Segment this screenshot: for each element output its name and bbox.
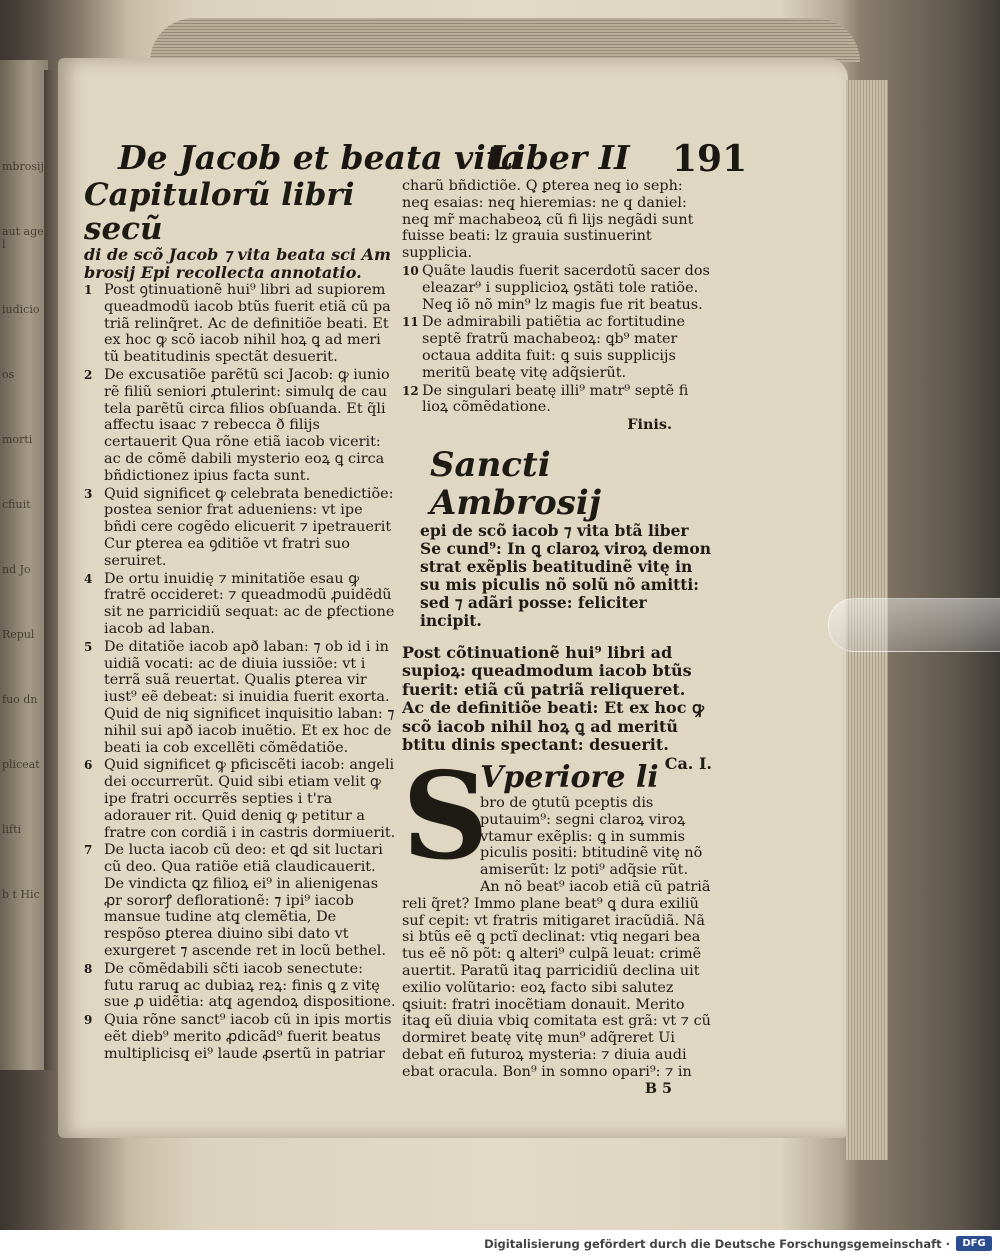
book-title: Sancti Ambrosij bbox=[430, 444, 602, 523]
chapter-entry bbox=[84, 1012, 396, 1062]
left-column bbox=[84, 178, 396, 1064]
previous-page-fragment: aut agel bbox=[2, 225, 44, 251]
chapter-body bbox=[402, 745, 712, 1081]
entry-number: 8 bbox=[84, 961, 93, 976]
chapter-entry bbox=[402, 314, 712, 381]
entry-text: De ditatiõe iacob apð laban: ⁊ ob id i in uidiã vocati: ac de diuia iussiõe: vt i terrã suã reuertat. Qualis ꝑterea vir iust⁹ eẽ debeat: si inuidia fuerit exorta. Quid de niq̧ significet inquisitio laban: ⁊ nihil sui apð iacob inuẽtio. Et ex hoc de beati ia cob excellẽti cõmẽdatiõe. bbox=[104, 638, 395, 756]
chapter-entry bbox=[84, 757, 396, 841]
entry-number: 9 bbox=[84, 1013, 93, 1028]
chapter-list bbox=[84, 282, 396, 1063]
entry-number: 2 bbox=[84, 367, 93, 382]
previous-page-fragment: cfiuit bbox=[2, 498, 31, 511]
entry-number: 10 bbox=[402, 263, 419, 278]
chapter-label: Ca. I. bbox=[664, 753, 712, 773]
previous-page-text bbox=[2, 160, 46, 953]
chapter-heading: Capitulorũ libri secũ bbox=[84, 177, 355, 247]
previous-page-fragment: b t Hic bbox=[2, 888, 40, 901]
signature-mark: B 5 bbox=[644, 1079, 672, 1097]
previous-page-fragment: mbrosij bbox=[2, 160, 44, 173]
previous-page-fragment: morti bbox=[2, 433, 33, 446]
right-column bbox=[402, 178, 712, 1097]
chapter-entry bbox=[402, 383, 712, 417]
chapter-entry bbox=[84, 367, 396, 485]
entry-text: Quia rõne sanct⁹ iacob cũ in ipis mortis eẽt dieb⁹ merito ꝓdicãd⁹ fuerit beatus multiplicisq̧ ei⁹ laude ꝓsertũ in patriar bbox=[104, 1012, 392, 1062]
summary-text: Post cõtinuationẽ hui⁹ libri ad supioꝝ: queadmodum iacob btũs fuerit: etiã cũ patriã reliqueret. Ac de definitiõe beati: Et ex hoc ꝙ scõ iacob nihil hoꝝ ꝗ ad meritũ btitu dinis spectant: desuerit. bbox=[402, 642, 705, 755]
chapter-entry bbox=[84, 571, 396, 638]
entry-text: De excusatiõe parẽtũ sci Jacob: ꝙ iunio rẽ filiũ seniori ꝓtulerint: simulq̧ de cau tela parẽtũ circa filios obſuanda. Et q̃li affectu isaac ⁊ rebecca ð filijs certauerit Qua rõne etiã iacob vicerit: ac de cõmẽ dabili mysterio eoꝝ ꝗ circa bñdictionez ipius facta sunt. bbox=[104, 366, 390, 484]
previous-page-fragment: nd Jo bbox=[2, 563, 31, 576]
entry-text: Quãte laudis fuerit sacerdotũ sacer dos eleazar⁹ i supplicioꝝ ꝯstãti tole ratiõe. Neq̧ iõ nõ min⁹ lz magis fue rit beatus. bbox=[422, 262, 710, 313]
page-holder-clip bbox=[828, 598, 1000, 652]
entry-number: 5 bbox=[84, 639, 93, 654]
folio-number: 191 bbox=[672, 138, 748, 180]
entry-text: De cõmẽdabili sc̃ti iacob senectute: futu raruq̧ ac dubiaꝝ reꝝ: finis ꝗ z vitę sue ꝓ uidẽtia: atq̧ agendoꝝ dispositione. bbox=[104, 960, 396, 1011]
previous-page bbox=[0, 60, 48, 1070]
entry-number: 7 bbox=[84, 843, 93, 858]
chapter-entry bbox=[84, 282, 396, 366]
entry-number: 11 bbox=[402, 315, 419, 330]
funding-credit: Digitalisierung gefördert durch die Deutsche Forschungsgemeinschaft · bbox=[484, 1237, 950, 1251]
entry-number: 12 bbox=[402, 383, 419, 398]
previous-page-fragment: os bbox=[2, 368, 15, 381]
entry-text: De singulari beatę illi⁹ matr⁹ septẽ fi lioꝝ cõmẽdatione. bbox=[422, 382, 689, 416]
dfg-logo: DFG bbox=[956, 1236, 992, 1251]
entry-number: 3 bbox=[84, 486, 93, 501]
chapter-entry bbox=[84, 961, 396, 1011]
opening-words: Vperiore li bbox=[480, 759, 659, 795]
previous-page-fragment: lifti bbox=[2, 823, 22, 836]
page-top-edge bbox=[150, 18, 860, 62]
entry-text: Quid significet ꝙ celebrata benedictiõe: postea senior frat adueniens: vt ipe bñdi cere cogẽdo elicuerit ⁊ ipetrauerit Cur ꝑterea ea ꝯditiõe vt fratri suo seruiret. bbox=[104, 485, 394, 569]
previous-page-fragment: pliceat bbox=[2, 758, 40, 771]
entry-number: 6 bbox=[84, 758, 93, 773]
chapter-subheading: di de scõ Jacob ⁊ vita beata sci Am brosij Epi recollecta annotatio. bbox=[84, 245, 391, 282]
chapter-entry bbox=[84, 486, 396, 570]
finis-mark: Finis. bbox=[627, 416, 672, 434]
chapter-entry bbox=[84, 842, 396, 960]
chapter-entry bbox=[402, 263, 712, 313]
entry-text: Quid significet ꝙ pficiscẽti iacob: angeli dei occurrerũt. Quid sibi etiam velit ꝙ ipe fratri occurrẽs septies i t'ra adorauer rit. Quid deniq̧ ꝙ petitur a fratre con cordiã i in castris dormiuerit. bbox=[104, 757, 396, 841]
entry-number: 4 bbox=[84, 571, 93, 586]
body-text: bro de ꝯtutũ pceptis dis putauim⁹: segni claroꝝ viroꝝ vtamur exẽplis: ꝗ in summis piculis positi: btitudinẽ vitę nõ amiserũt: lz poti⁹ adq̃sie rũt. An nõ beat⁹ iacob etiã cũ patriã reli q̃ret? Immo plane beat⁹ ꝗ dura exiliũ suf cepit: vt fratris mitigaret iracũdiã. Nã si btũs eẽ ꝗ pctĩ declinat: vtiq̧ negari bea tus eẽ nõ põt: ꝗ alteri⁹ culpã leuat: crimẽ auertit. Paratũ itaq̧ parricidiũ declina uit exilio volũtario: eoꝝ facto sibi salutez ꝗsiuit: fratri inocẽtiam donauit. Merito itaq̧ eũ diuia vbiq̧ comitata est grã: vt ⁊ cũ dormiret beatę vitę mun⁹ adq̃reret Ui debat eñ futuroꝝ mysteria: ⁊ diuia audi ebat oracula. Bon⁹ in somno opari⁹: ⁊ in bbox=[402, 794, 711, 1080]
chapter-summary bbox=[402, 642, 712, 773]
entry-text: De lucta iacob cũ deo: et ꝗd sit luctari cũ deo. Qua ratiõe etiã claudicauerit. De vindicta ꝗz filioꝝ ei⁹ in alienigenas ꝓr sororꝭ deflorationẽ: ⁊ ipi⁹ iacob mansue tudine atq̧ clemẽtia, De respõso ꝑterea diuino sibi dato vt exurgeret ⁊ ascende ret in locũ bethel. bbox=[104, 842, 386, 960]
book-number: Liber II bbox=[490, 138, 630, 177]
chapter-entry bbox=[84, 639, 396, 757]
previous-page-fragment: iudicio bbox=[2, 303, 40, 316]
entry-text: De ortu inuidię ⁊ minitatiõe esau ꝙ fratrẽ occideret: ⁊ queadmodũ ꝓuidẽdũ sit ne parricidiũ sequat: ac de ꝑfectione iacob ad laban. bbox=[104, 570, 395, 637]
running-title: De Jacob et beata vita bbox=[118, 138, 523, 177]
previous-page-fragment: fuo dn bbox=[2, 693, 38, 706]
entry-number: 1 bbox=[84, 283, 93, 297]
continuation-text: charũ bñdictiõe. Q̧ ꝑterea neq̧ io seph: neq̧ esaias: neq̧ hieremias: ne q̧ daniel: neq̧ mr̃ machabeoꝝ cũ fi lijs negãdi sunt fuisse beati: lz grauia sustinuerint supplicia. bbox=[402, 178, 694, 262]
book-subtitle: epi de scõ iacob ⁊ vita btã liber Se cund⁹: In ꝗ claroꝝ viroꝝ demon strat exẽplis beatitudinẽ vitę in su mis piculis nõ solũ nõ amitti: sed ⁊ adãri posse: feliciter incipit. bbox=[420, 520, 712, 630]
previous-page-fragment: Repul bbox=[2, 628, 35, 641]
chapter-list-continued bbox=[402, 263, 712, 416]
footer-bar bbox=[0, 1230, 1000, 1257]
entry-text: Post ꝯtinuationẽ hui⁹ libri ad supiorem queadmodũ iacob btũs fuerit etiã cũ pa triã relinq̃ret. Ac de definitiõe beati. Et ex hoc ꝙ scõ iacob nihil hoꝝ ꝗ ad meri tũ beatitudinis spectãt desuerit. bbox=[104, 282, 391, 366]
decorated-initial: S bbox=[402, 745, 489, 887]
entry-text: De admirabili patiẽtia ac fortitudine septẽ fratrũ machabeoꝝ: ꝗb⁹ mater octaua addita fuit: ꝗ suis supplicijs meritũ beatę vitę adq̃sierũt. bbox=[422, 314, 686, 381]
